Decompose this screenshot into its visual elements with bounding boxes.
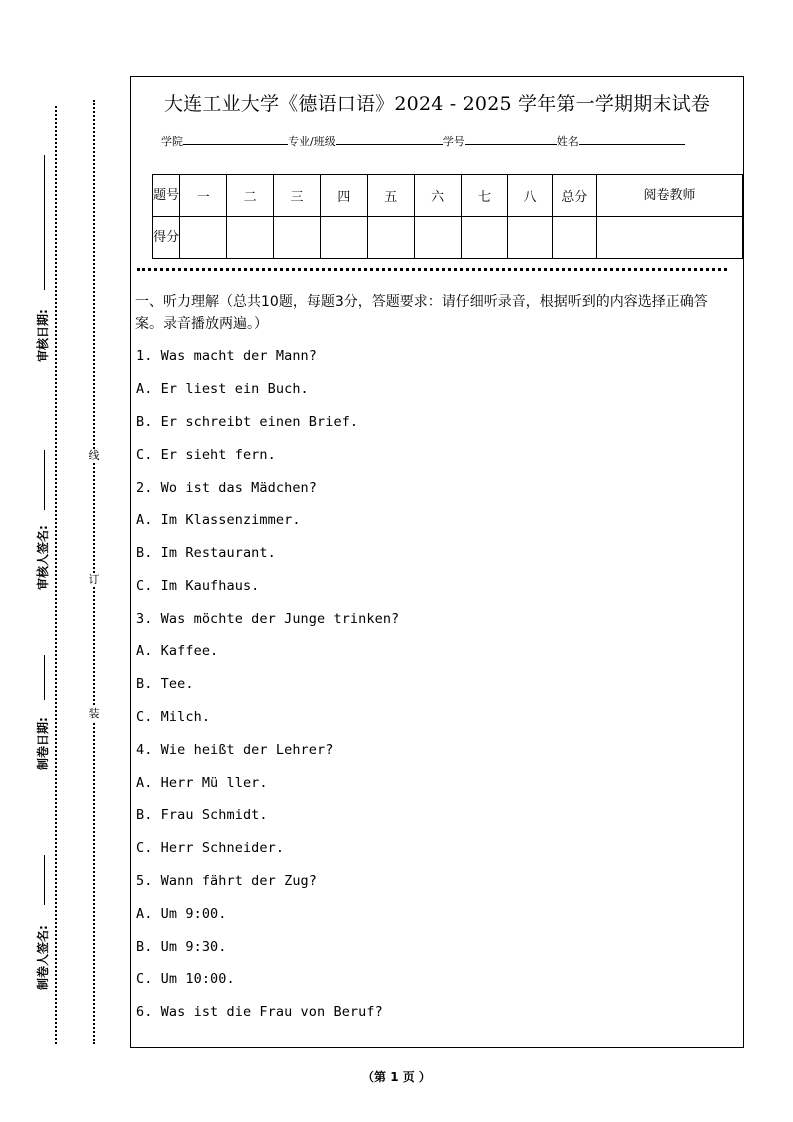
score-table [152, 174, 743, 259]
binding-char-line: 线 [88, 449, 100, 462]
student-id-field[interactable] [465, 134, 557, 145]
row-label-score: 得分 [153, 217, 180, 259]
option-line: C. Um 10:00. [136, 971, 235, 987]
exam-title: 大连工业大学《德语口语》2024 - 2025 学年第一学期期末试卷 [163, 93, 711, 115]
col-header: 八 [508, 175, 552, 217]
maker-sign-line [44, 855, 45, 905]
college-field[interactable] [183, 134, 288, 145]
col-header: 六 [414, 175, 461, 217]
make-date-label: 制卷日期: [36, 717, 50, 770]
major-field[interactable] [336, 134, 443, 145]
option-line: B. Um 9:30. [136, 939, 227, 955]
make-date-line [44, 655, 45, 700]
binding-char-zhuang: 装 [88, 707, 100, 720]
option-line: A. Herr Mü ller. [136, 775, 268, 791]
col-header: 二 [227, 175, 274, 217]
option-line: C. Im Kaufhaus. [136, 578, 260, 594]
name-label: 姓名 [556, 135, 579, 148]
option-line: B. Tee. [136, 676, 194, 692]
option-line: B. Frau Schmidt. [136, 807, 268, 823]
col-header: 三 [274, 175, 321, 217]
student-info-row [161, 133, 685, 149]
question-line: 4. Wie heißt der Lehrer? [136, 742, 334, 758]
col-header-grader: 阅卷教师 [596, 175, 742, 217]
option-line: B. Im Restaurant. [136, 545, 276, 561]
dotted-separator [137, 268, 727, 271]
reviewer-sign-line [44, 450, 45, 510]
score-cell[interactable] [320, 217, 367, 259]
score-cell[interactable] [508, 217, 552, 259]
score-cell[interactable] [367, 217, 414, 259]
page-number: （第 1 页 ） [362, 1070, 431, 1084]
question-line: 5. Wann fährt der Zug? [136, 873, 318, 889]
maker-sign-label: 制卷人签名: [36, 925, 50, 990]
score-cell-total[interactable] [552, 217, 596, 259]
section1-instruction: 一、听力理解（总共10题，每题3分，答题要求：请仔细听录音，根据听到的内容选择正确答案。录音播放两遍。） [135, 294, 708, 332]
binding-char-ding: 订 [88, 573, 100, 586]
score-cell[interactable] [414, 217, 461, 259]
binding-dotted-line-inner [93, 100, 95, 1044]
exam-paper-frame [130, 76, 744, 1048]
name-field[interactable] [579, 134, 685, 145]
col-header: 五 [367, 175, 414, 217]
col-header: 四 [320, 175, 367, 217]
question-line: 1. Was macht der Mann? [136, 348, 318, 364]
reviewer-sign-label: 审核人签名: [36, 525, 50, 590]
col-header: 七 [461, 175, 508, 217]
student-id-label: 学号 [442, 135, 465, 148]
question-line: 6. Was ist die Frau von Beruf? [136, 1004, 383, 1020]
question-line: 2. Wo ist das Mädchen? [136, 480, 318, 496]
question-line: 3. Was möchte der Junge trinken? [136, 611, 400, 627]
option-line: B. Er schreibt einen Brief. [136, 414, 359, 430]
score-cell[interactable] [180, 217, 227, 259]
col-header-total: 总分 [552, 175, 596, 217]
grader-cell[interactable] [596, 217, 742, 259]
row-label-question-no: 题号 [153, 175, 180, 217]
score-value-row [153, 217, 743, 259]
major-label: 专业/班级 [288, 135, 336, 148]
option-line: A. Er liest ein Buch. [136, 381, 309, 397]
review-date-label: 审核日期: [36, 309, 50, 362]
score-cell[interactable] [274, 217, 321, 259]
score-header-row [153, 175, 743, 217]
col-header: 一 [180, 175, 227, 217]
review-date-line [44, 155, 45, 290]
option-line: C. Milch. [136, 709, 211, 725]
option-line: C. Herr Schneider. [136, 840, 285, 856]
college-label: 学院 [161, 135, 183, 148]
option-line: C. Er sieht fern. [136, 447, 276, 463]
score-cell[interactable] [227, 217, 274, 259]
option-line: A. Um 9:00. [136, 906, 227, 922]
score-cell[interactable] [461, 217, 508, 259]
option-line: A. Im Klassenzimmer. [136, 512, 301, 528]
binding-dotted-line-outer [55, 106, 57, 1044]
option-line: A. Kaffee. [136, 643, 219, 659]
